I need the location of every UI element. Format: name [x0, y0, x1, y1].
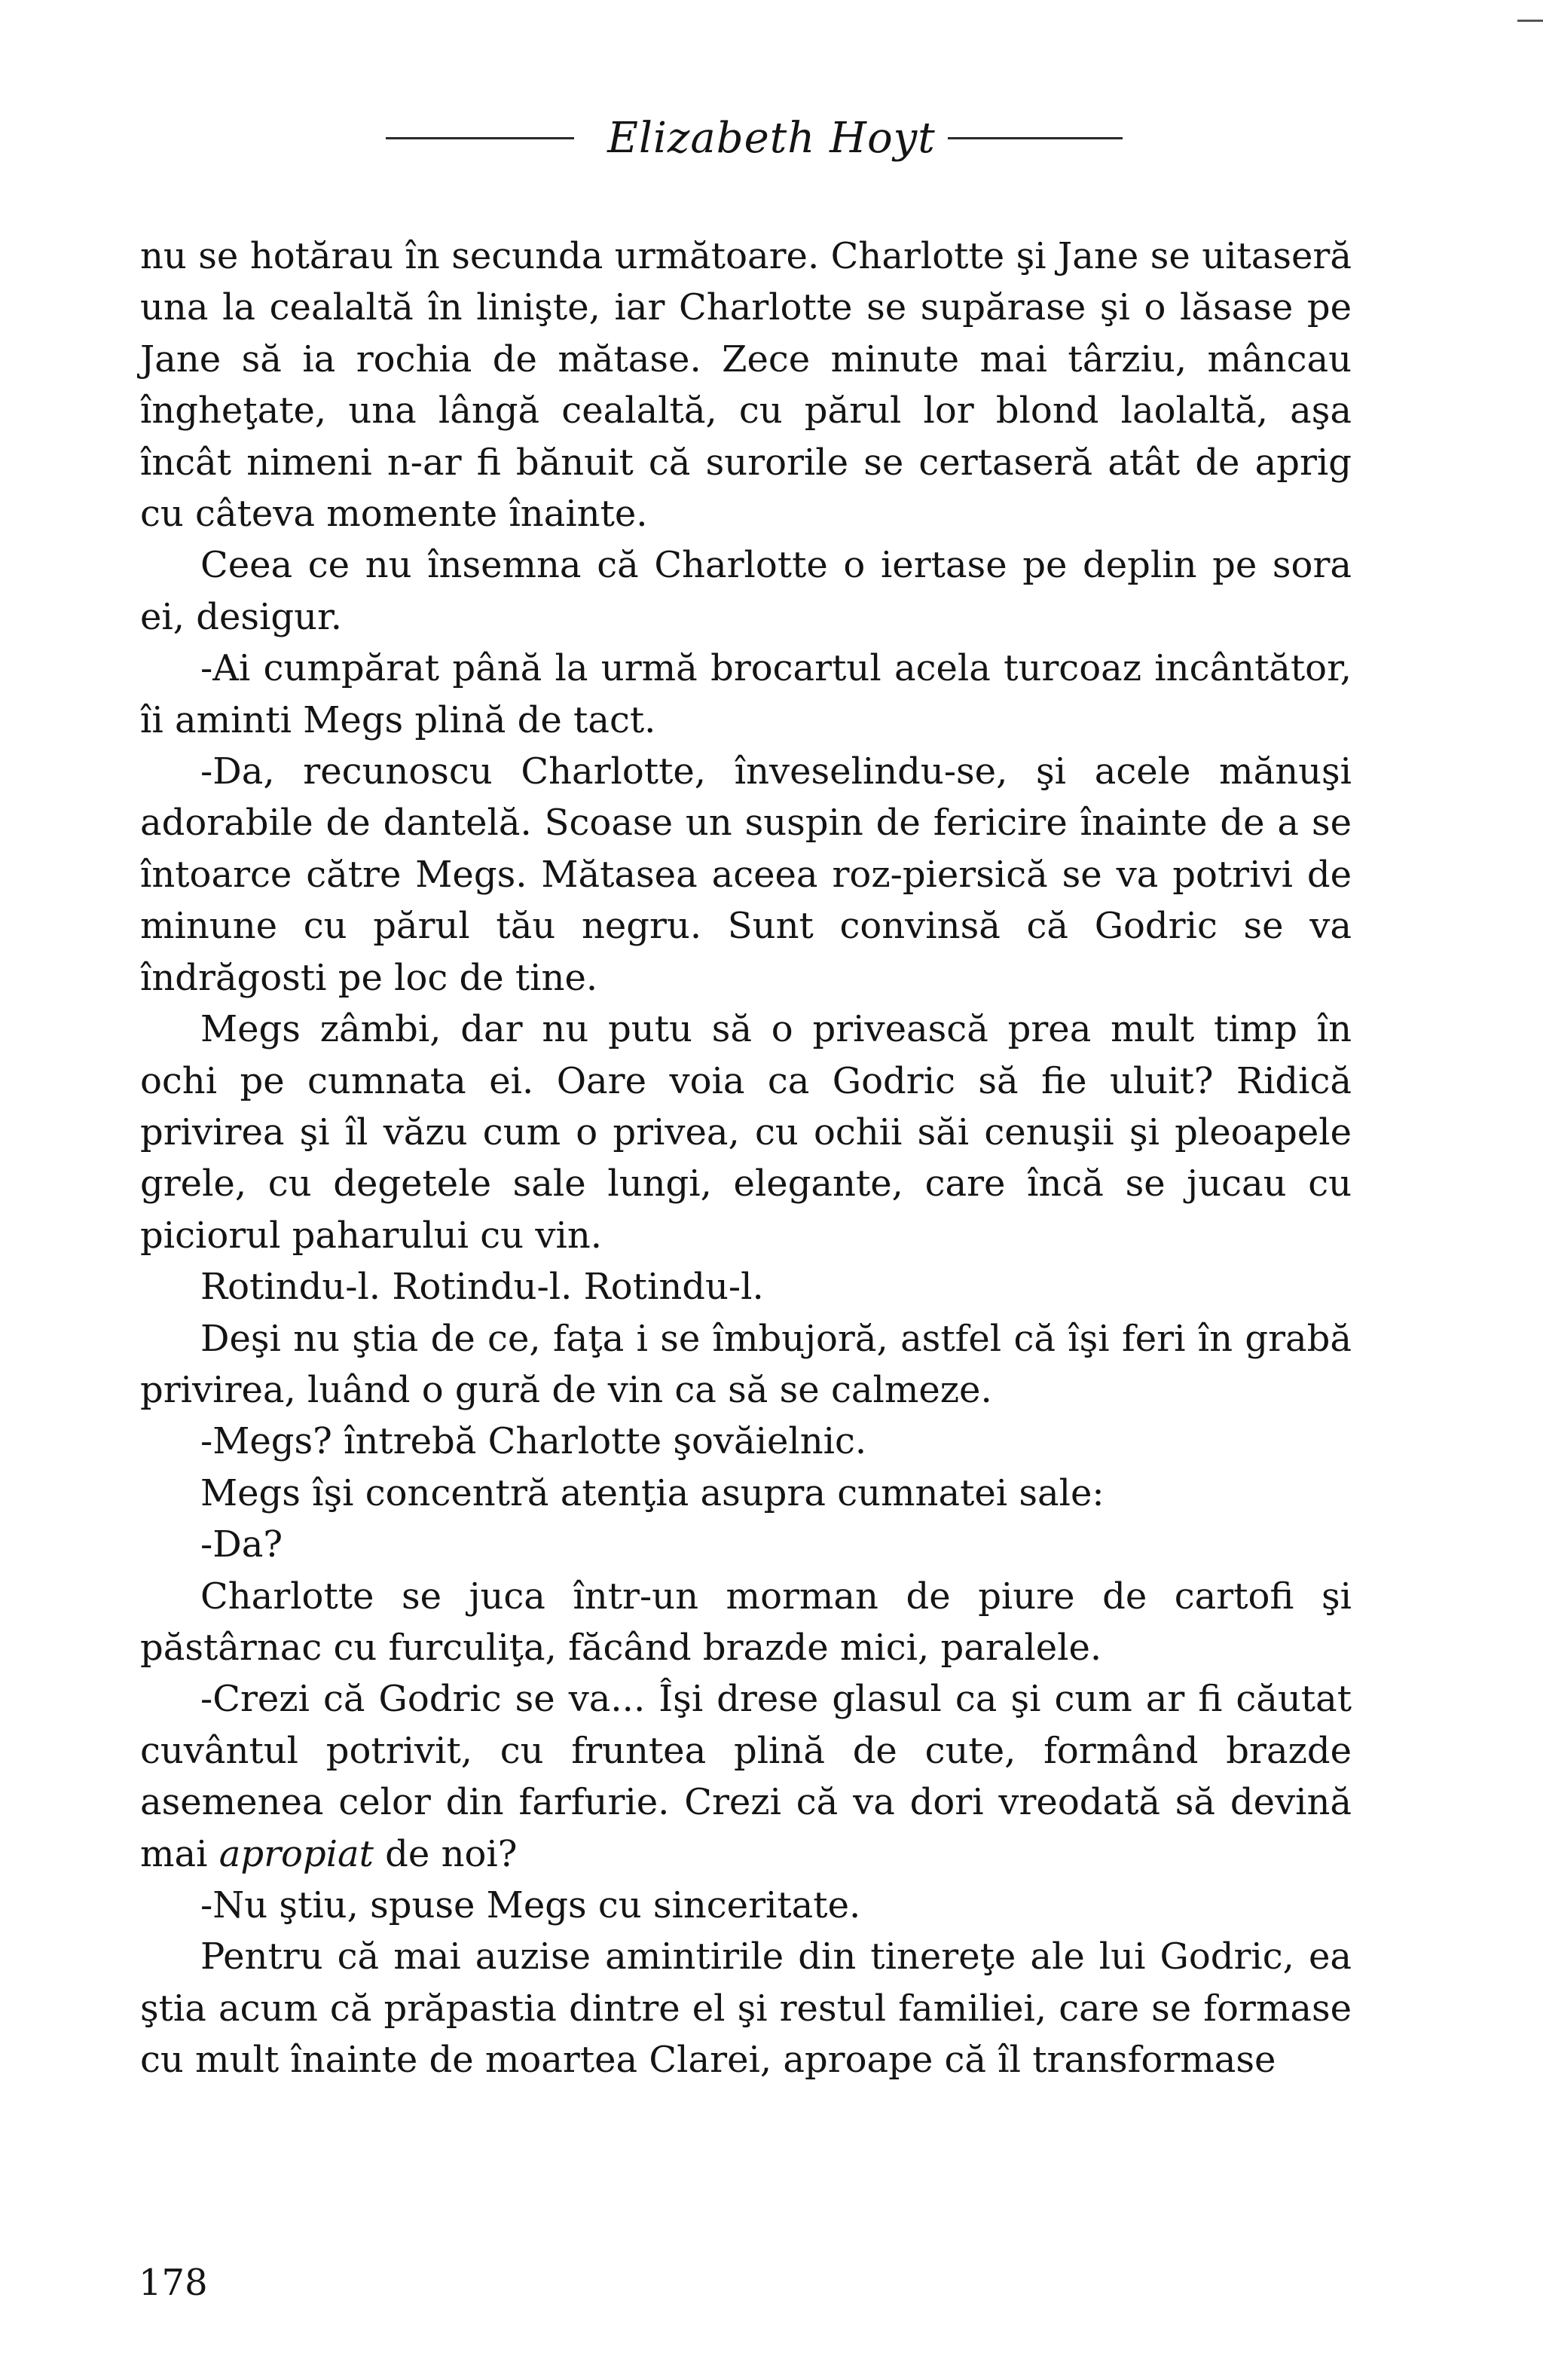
paragraph: Charlotte se juca într-un morman de piure de cartofi şi păstârnac cu furculiţa, făcând brazde mici, paralele.: [140, 1575, 1352, 1669]
paragraph: Megs zâmbi, dar nu putu să o privească prea mult timp în ochi pe cumnata ei. Oare voia ca Godric să fie uluit? Ridică privirea şi îl văzu cum o privea, cu ochii săi cenuşii şi pleoapele grele, cu degetele sale lungi, elegante, care încă se jucau cu piciorul paharului cu vin.: [140, 1008, 1352, 1257]
paragraph: -Da?: [200, 1523, 283, 1566]
paragraph: Deşi nu ştia de ce, faţa i se îmbujoră, astfel că îşi feri în grabă privirea, luând o gură de vin ca să se calmeze.: [140, 1317, 1352, 1411]
paragraph: -Ai cumpărat până la urmă brocartul acela turcoaz incântător, îi aminti Megs plină de tact.: [140, 647, 1352, 741]
paragraph: -Megs? întrebă Charlotte şovăielnic.: [200, 1420, 867, 1463]
paragraph: nu se hotărau în secunda următoare. Charlotte şi Jane se uitaseră una la cealaltă în linişte, iar Charlotte se supărase şi o lăsase pe Jane să ia rochia de mătase. Zece minute mai târziu, mâncau îngheţate, una lângă cealaltă, cu părul lor blond laolaltă, aşa încât nimeni n-ar fi bănuit că surorile se certaseră atât de aprig cu câteva momente înainte.: [140, 235, 1352, 536]
header-rule-right: [948, 137, 1123, 139]
running-header: [0, 112, 1543, 172]
paragraph: Ceea ce nu însemna că Charlotte o iertase pe deplin pe sora ei, desigur.: [140, 544, 1352, 638]
paragraph: Rotindu-l. Rotindu-l. Rotindu-l.: [200, 1266, 764, 1309]
italic-word: apropiat: [218, 1832, 374, 1875]
paragraph: Pentru că mai auzise amintirile din tinereţe ale lui Godric, ea ştia acum că prăpastia dintre el şi restul familiei, care se formase cu mult înainte de moartea Clarei, aproape că îl transformase: [140, 1935, 1352, 2082]
page-edge-mark: [1517, 20, 1543, 22]
paragraph-main-text: -Crezi că Godric se va... Îşi drese glasul ca şi cum ar fi căutat cuvântul potrivit, cu fruntea plină de cute, formând brazde asemenea celor din farfurie. Crezi că va dori vreodată să devină mai: [140, 1678, 1352, 1875]
page-number: 178: [139, 2262, 208, 2304]
body-text: [140, 231, 1352, 2086]
paragraph: -Da, recunoscu Charlotte, înveselindu-se, şi acele mănuşi adorabile de dantelă. Scoase un suspin de fericire înainte de a se întoarce către Megs. Mătasea aceea roz-piersică se va potrivi de minune cu părul tău negru. Sunt convinsă că Godric se va îndrăgosti pe loc de tine.: [140, 750, 1352, 999]
author-name: Elizabeth Hoyt: [607, 114, 936, 163]
paragraph-tail-text: de noi?: [373, 1832, 518, 1875]
paragraph-with-italic: [140, 1673, 1352, 1880]
paragraph: -Nu ştiu, spuse Megs cu sinceritate.: [200, 1884, 861, 1926]
paragraph: Megs îşi concentră atenţia asupra cumnatei sale:: [200, 1471, 1105, 1514]
